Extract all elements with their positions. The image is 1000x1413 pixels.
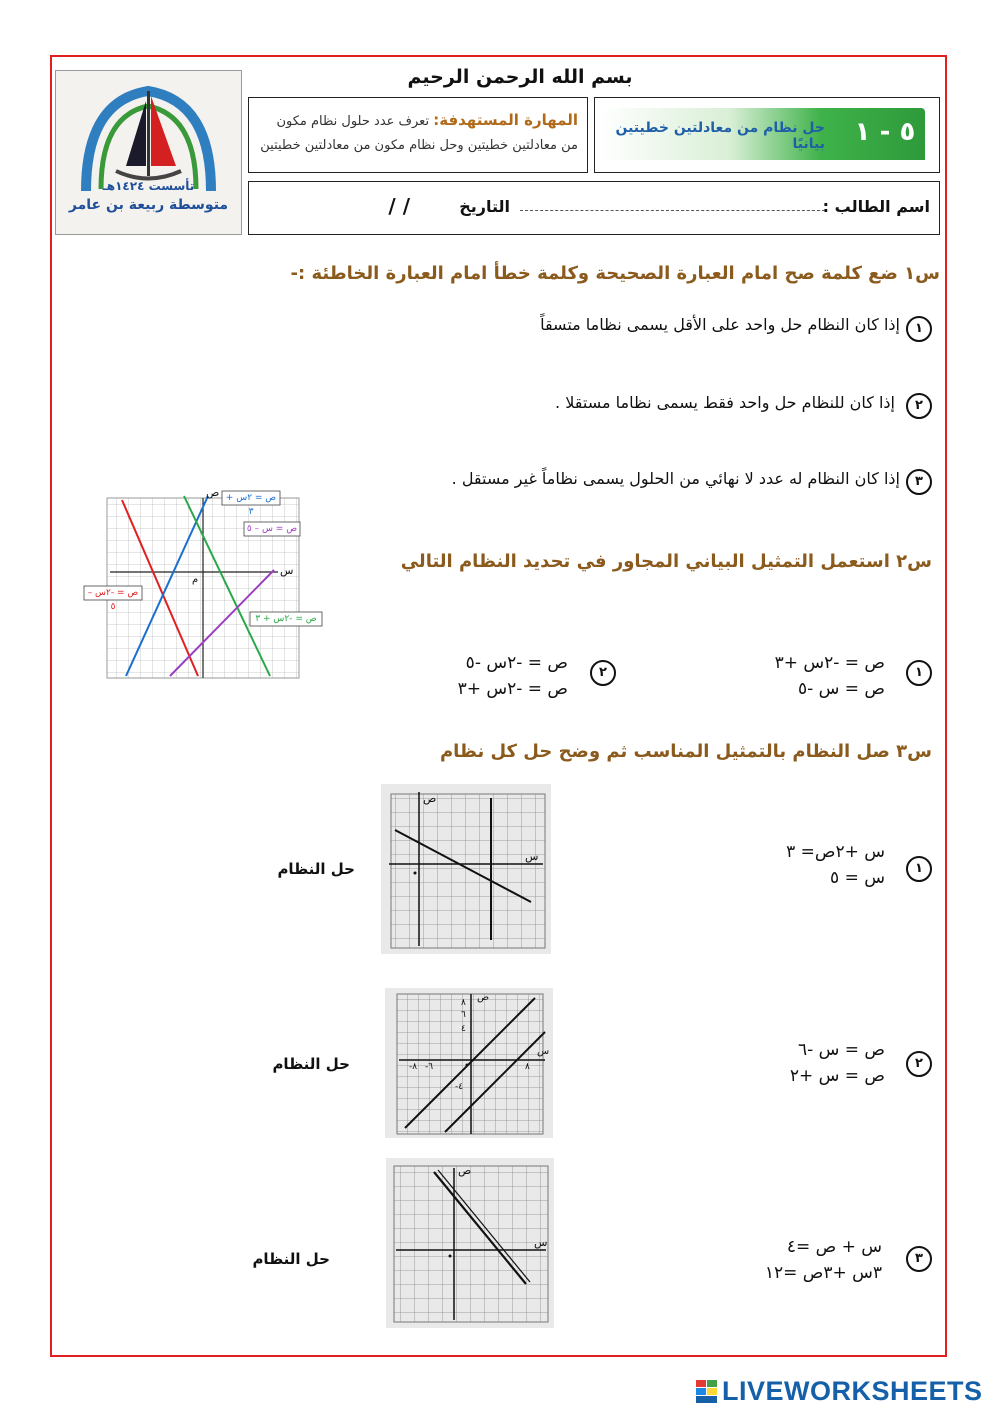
date-label: التاريخ	[459, 197, 510, 216]
q2-title: س٢ استعمل التمثيل البياني المجاور في تحديد النظام التالي	[400, 551, 932, 572]
q2-system-1	[680, 650, 885, 702]
q1-item-3-number: ٣	[906, 469, 932, 495]
q2-origin-label: م	[192, 574, 199, 585]
q3-graph-3-svg	[386, 1158, 554, 1328]
q3-system-3-number: ٣	[906, 1246, 932, 1272]
q3-system-3-eq2: ٣س +٣ص =١٢	[764, 1263, 882, 1283]
q3-solution-2-label: حل النظام	[272, 1055, 350, 1073]
q3g2-tick-y8: ٨	[461, 998, 466, 1008]
q3-system-1[interactable]	[700, 839, 885, 891]
liveworksheets-logo-icon	[696, 1380, 718, 1404]
logo-text-top: تأسست ١٤٢٤هـ	[102, 179, 195, 193]
q3-graph-3[interactable]	[386, 1158, 554, 1328]
lesson-title: حل نظام من معادلتين خطيتين بيانيًا	[615, 120, 825, 152]
q3g2-x-label: س	[537, 1046, 550, 1057]
q3g2-tick-yneg4: -٤	[455, 1082, 464, 1092]
q2-system-1-eq1: ص = -٢س +٣	[774, 653, 885, 673]
q3-title: س٣ صل النظام بالتمثيل المناسب ثم وضح حل كل نظام	[439, 741, 932, 762]
skill-description	[258, 108, 578, 158]
date-field[interactable]: / /	[388, 194, 410, 218]
q1-title: س١ ضع كلمة صح امام العبارة الصحيحة وكلمة خطأ امام العبارة الخاطئة :-	[290, 263, 940, 284]
q2-label-line-3: ص = -٢س – ٥	[87, 588, 139, 612]
basmala: بسم الله الرحمن الرحيم	[407, 66, 633, 88]
skill-text: تعرف عدد حلول نظام مكون من معادلتين خطيتين وحل نظام مكون من معادلتين خطيتين	[260, 114, 578, 153]
q2-axis-y-label: ص	[206, 486, 220, 499]
q3g3-y-label: ص	[458, 1164, 472, 1177]
q1-item-2-number: ٢	[906, 393, 932, 419]
q1-item-2-text: إذا كان للنظام حل واحد فقط يسمى نظاما مستقلا .	[555, 393, 895, 412]
q3-system-3[interactable]	[700, 1234, 882, 1286]
q2-graph-svg	[80, 480, 340, 685]
q2-system-2-eq1: ص = -٢س -٥	[465, 653, 568, 673]
q3g2-tick-xneg6: -٦	[425, 1062, 434, 1072]
q3-solution-3-label: حل النظام	[252, 1250, 330, 1268]
logo-text-bottom: متوسطة ربيعة بن عامر	[68, 197, 229, 213]
lesson-number: ٥ - ١	[854, 117, 916, 147]
q3-system-1-number: ١	[906, 856, 932, 882]
q2-system-2-number: ٢	[590, 660, 616, 686]
q3-system-2-eq1: ص = س -٦	[797, 1040, 885, 1060]
q3-graph-2[interactable]	[385, 988, 553, 1138]
q2-graph	[80, 480, 340, 685]
q3g2-tick-y6: ٦	[461, 1010, 466, 1020]
q1-item-1-number: ١	[906, 316, 932, 342]
q3g1-y-label: ص	[423, 792, 437, 805]
q3g2-y-label: ص	[477, 992, 490, 1003]
q2-axis-x-label: س	[280, 564, 294, 577]
q3-system-2[interactable]	[700, 1037, 885, 1089]
skill-label: المهارة المستهدفة:	[433, 111, 578, 129]
q3-system-1-eq1: س +٢ص= ٣	[786, 842, 885, 862]
student-name-label: اسم الطالب :	[822, 197, 930, 216]
q2-label-line-2: ص = س – ٥	[246, 524, 298, 534]
q2-label-line-4: ص = -٢س + ٣	[255, 614, 317, 624]
q3g3-x-label: س	[534, 1236, 548, 1249]
q1-item-3-text: إذا كان النظام له عدد لا نهائي من الحلول يسمى نظاماً غير مستقل .	[451, 469, 900, 488]
q3-graph-1-svg	[381, 784, 551, 954]
q3g2-tick-x8: ٨	[525, 1062, 530, 1072]
student-name-field[interactable]	[520, 210, 825, 211]
q3-system-1-eq2: س = ٥	[830, 868, 885, 888]
q3-system-2-number: ٢	[906, 1051, 932, 1077]
q2-system-2-eq2: ص = -٢س +٣	[457, 679, 568, 699]
q3g1-x-label: س	[525, 850, 539, 863]
q3g2-tick-y4: ٤	[461, 1024, 466, 1034]
q3g2-tick-xneg8: -٨	[409, 1062, 418, 1072]
q2-label-line-1: ص = ٢س + ٣	[225, 493, 277, 517]
q3-solution-1-label: حل النظام	[277, 860, 355, 878]
q2-system-1-number: ١	[906, 660, 932, 686]
q3-system-3-eq1: س + ص =٤	[786, 1237, 882, 1257]
q3-graph-1[interactable]	[381, 784, 551, 954]
q1-item-1-text: إذا كان النظام حل واحد على الأقل يسمى نظاما متسقاً	[540, 315, 900, 334]
school-logo	[55, 70, 242, 235]
q2-system-1-eq2: ص = س -٥	[797, 679, 885, 699]
q2-system-2	[400, 650, 568, 702]
q3-system-2-eq2: ص = س +٢	[789, 1066, 885, 1086]
liveworksheets-brand[interactable]: LIVEWORKSHEETS	[722, 1376, 983, 1406]
